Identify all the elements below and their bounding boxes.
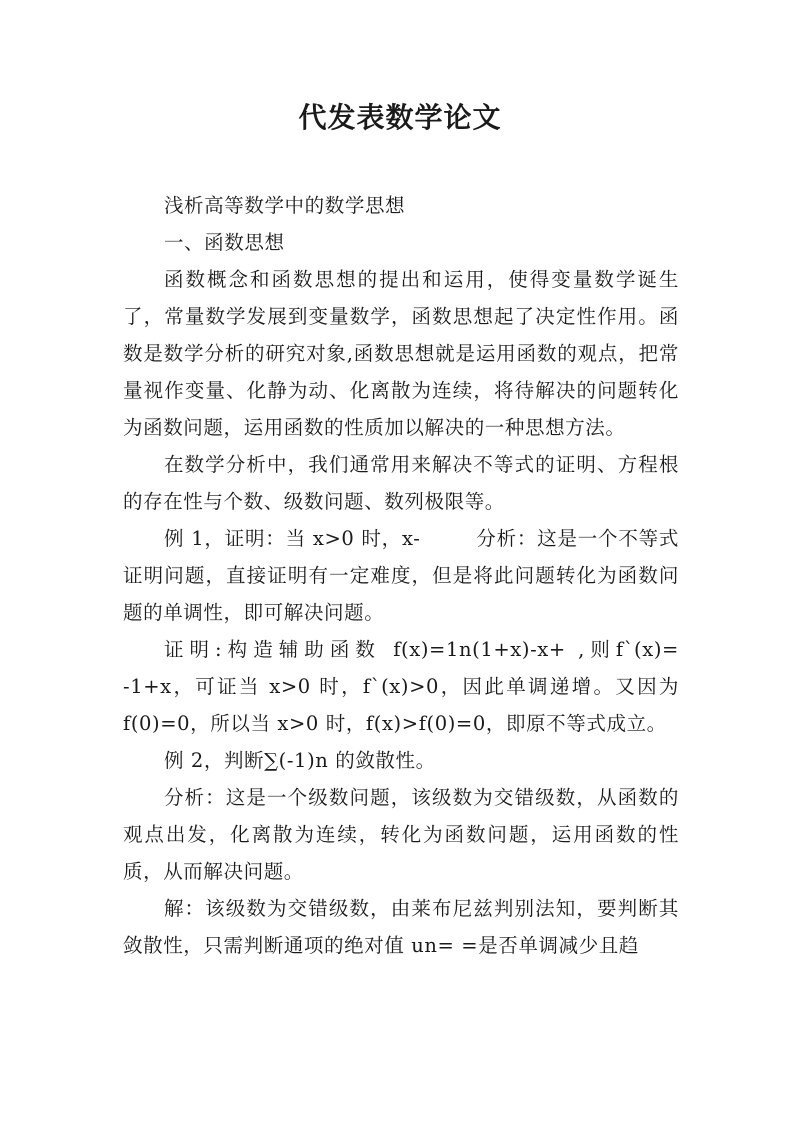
section-heading: 浅析高等数学中的数学思想 [163, 194, 406, 217]
paragraph: 在数学分析中，我们通常用来解决不等式的证明、方程根的存在性与个数、级数问题、数列极限等。 [123, 453, 679, 513]
document-body [123, 187, 679, 964]
subsection-heading: 一、函数思想 [163, 231, 285, 254]
example-paragraph: 例 2，判断∑(-1)n 的敛散性。 [163, 749, 436, 772]
proof-paragraph: 证明:构造辅助函数 f(x)=1n(1+x)-x+ ,则f`(x)= -1+x，可证当 x>0 时，f`(x)>0，因此单调递增。又因为 f(0)=0，所以当 x>0 时，f(x)>f(0)=0，即原不等式成立。 [123, 638, 679, 735]
analysis-paragraph: 分析：这是一个级数问题，该级数为交错级数，从函数的观点出发，化离散为连续，转化为函数问题，运用函数的性质，从而解决问题。 [123, 786, 679, 883]
document-title: 代发表数学论文 [298, 101, 502, 134]
example-paragraph: 例 1，证明：当 x>0 时，x- 分析：这是一个不等式证明问题，直接证明有一定难度，但是将此问题转化为函数问题的单调性，即可解决问题。 [123, 527, 679, 624]
paragraph: 函数概念和函数思想的提出和运用，使得变量数学诞生了，常量数学发展到变量数学，函数思想起了决定性作用。函数是数学分析的研究对象,函数思想就是运用函数的观点，把常量视作变量、化静为动、化离散为连续，将待解决的问题转化为函数问题，运用函数的性质加以解决的一种思想方法。 [123, 268, 679, 439]
solution-paragraph: 解：该级数为交错级数，由莱布尼兹判别法知，要判断其敛散性，只需判断通项的绝对值 un= =是否单调减少且趋 [123, 897, 679, 957]
